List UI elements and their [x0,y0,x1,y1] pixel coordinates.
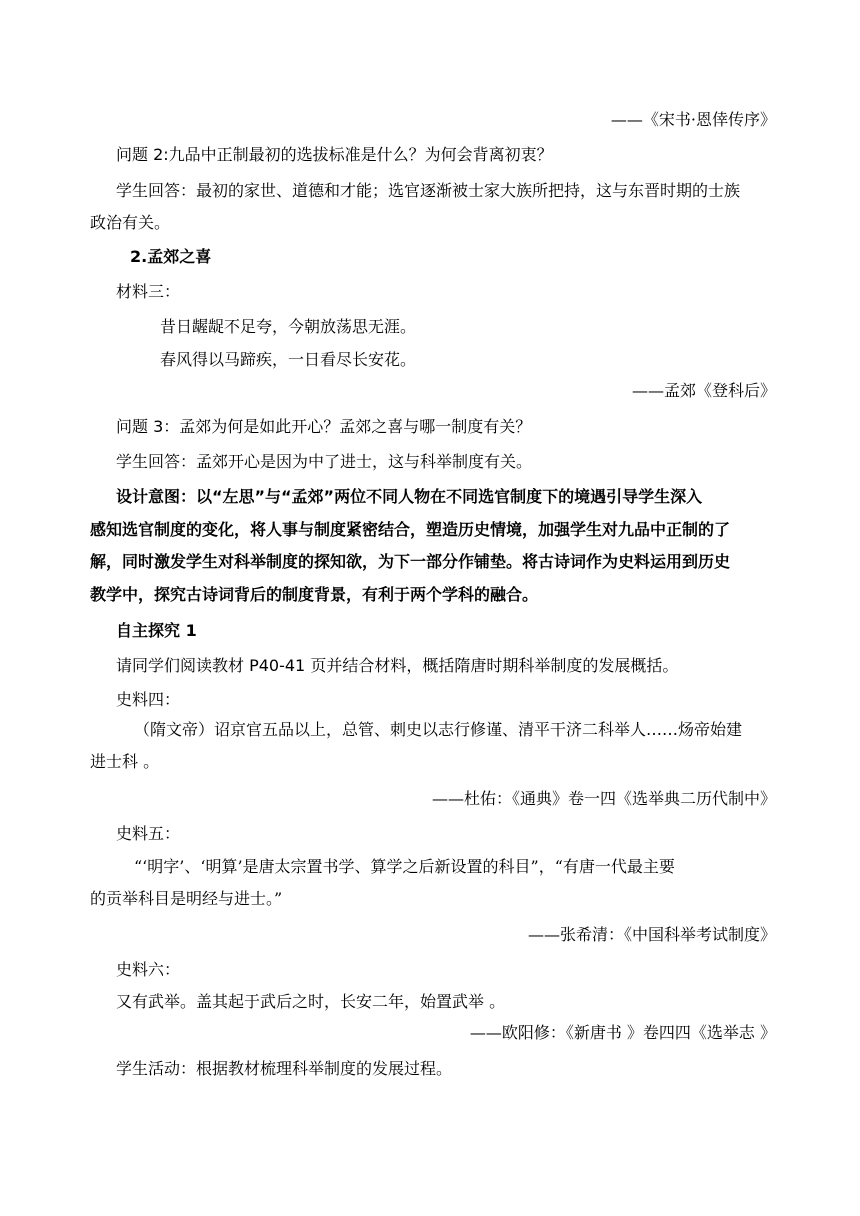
explore-title: 自主探究 1 [116,621,197,640]
answer-2-line-1: 学生回答：最初的家世、道德和才能；选官逐渐被士家大族所把持，这与东晋时期的士族 [116,181,741,200]
poem-attribution: ——孟郊《登科后》 [631,381,776,400]
source-5-label: 史料五： [116,824,181,843]
poem-line-1: 昔日龌龊不足夸，今朝放荡思无涯。 [160,317,417,336]
source-6-attribution: ——欧阳修：《新唐书 》卷四四《选举志 》 [469,1023,776,1042]
question-3: 问题 3：孟郊为何是如此开心？孟郊之喜与哪一制度有关？ [116,417,532,436]
design-intent-line-3: 解，同时激发学生对科举制度的探知欲，为下一部分作铺垫。将古诗词作为史料运用到历史 [90,552,731,571]
source-5-line-1: “‘明字’、‘明算’是唐太宗置书学、算学之后新设置的科目”，“有唐一代最主要 [134,857,675,876]
source-4-line-1: （隋文帝）诏京官五品以上，总管、刺史以志行修谨、清平干济二科举人……炀帝始建 [134,720,743,739]
source-attribution-song-shu: ——《宋书·恩倖传序》 [610,110,776,129]
source-6-label: 史料六： [116,960,181,979]
question-2: 问题 2:九品中正制最初的选拔标准是什么？为何会背离初衷？ [116,145,553,164]
design-intent-line-4: 教学中，探究古诗词背后的制度背景，有利于两个学科的融合。 [90,585,539,604]
source-5-line-2: 的贡举科目是明经与进士。” [90,889,283,908]
source-4-label: 史料四： [116,690,181,709]
answer-3: 学生回答：孟郊开心是因为中了进士，这与科举制度有关。 [116,452,533,471]
source-4-attribution: ——杜佑：《通典》卷一四《选举典二历代制中》 [431,789,776,808]
student-activity: 学生活动：根据教材梳理科举制度的发展过程。 [116,1059,453,1078]
source-6-line-1: 又有武举。盖其起于武后之时，长安二年，始置武举 。 [116,992,506,1011]
source-5-attribution: ——张希清：《中国科举考试制度》 [527,925,776,944]
section-title-meng-jiao: 2.孟郊之喜 [130,247,212,266]
poem-line-2: 春风得以马蹄疾，一日看尽长安花。 [160,350,417,369]
design-intent-line-2: 感知选官制度的变化，将人事与制度紧密结合，塑造历史情境，加强学生对九品中正制的了 [90,520,731,539]
answer-2-line-2: 政治有关。 [90,213,171,232]
source-4-line-2: 进士科 。 [90,752,160,771]
design-intent-line-1: 设计意图：以“左思”与“孟郊”两位不同人物在不同选官制度下的境遇引导学生深入 [116,487,703,506]
material-3-label: 材料三： [116,282,181,301]
explore-instruction: 请同学们阅读教材 P40-41 页并结合材料，概括隋唐时期科举制度的发展概括。 [116,656,679,675]
